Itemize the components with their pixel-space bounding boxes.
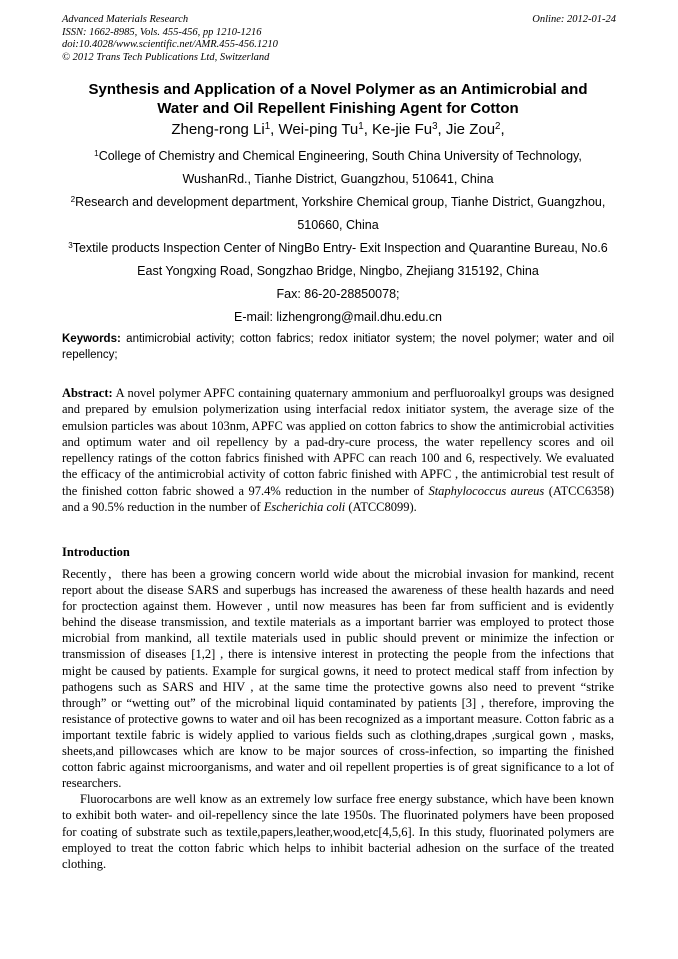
intro-paragraph-1: Recently，there has been a growing concern world wide about the microbial invasion for mankind, recent report about the disease SARS and superbugs has increased the awareness of these health hazards and need for proctection against them. However , until now measures has been far from sufficient and is evidently behind the disease transmission, and textile materials as a important barrier was employed to protect those microbial from mankind, all textile materials used in public should prevent or minimize the infection or transmission of diseases [1,2] , there is intensive interest in protecting the people from the infections that might be caused by patients. Example for surgical gowns, it need to protect medical staff from infection by pathogens such as SARS and HIV , at the same time the protective gowns also need to prevent “strike through” or “wetting out” of the microbinal liquid contaminated by patients [3] , therefore, improving the resistance of protective gowns to water and oil has been recognized as a important measure. Cotton fabric as a important textile fabric is widely applied to various fields such as clothing,drapes ,surgical gown , masks, sheets,and pillowcases which are know to be major sources of cross-infection, so imparting the finished cotton fabric against microorganisms, and water and oil repellent properties is of great significance to a lot of researchers. (62, 567, 614, 791)
author-name: Zheng-rong Li (171, 121, 265, 138)
author-affil-mark: 2 (495, 120, 501, 132)
abstract-text: (ATCC8099). (345, 500, 417, 515)
copyright-line: © 2012 Trans Tech Publications Ltd, Switzerland (62, 51, 270, 63)
keywords-block (62, 331, 614, 363)
paper-title (62, 80, 614, 118)
intro-paragraph-2: Fluorocarbons are well know as an extremely low surface free energy substance, which have been known to exhibit both water- and oil-repellency since the late 1950s. The fluorinated polymers have been proposed for coating of substrate such as textile,papers,leather,wood,etc[4,5,6]. In this study, fluorinated polymers are employed to treat the cotton fabric which helps to inhibit bacterial adhesion on the surface of the treated clothing. (62, 792, 614, 871)
affiliation-1-line-1 (62, 145, 614, 168)
abstract-block (62, 385, 614, 515)
affiliation-mark: 2 (70, 194, 76, 204)
affiliation-3-line-1 (62, 237, 614, 260)
affiliation-text: Textile products Inspection Center of NingBo Entry- Exit Inspection and Quarantine Bureau, No.6 (72, 241, 608, 255)
issn-line: ISSN: 1662-8985, Vols. 455-456, pp 1210-1216 (62, 26, 262, 38)
affiliation-text: College of Chemistry and Chemical Engineering, South China University of Technology, (98, 149, 582, 163)
journal-header (62, 14, 278, 64)
keywords-label: Keywords: (62, 333, 121, 345)
doi-line: doi:10.4028/www.scientific.net/AMR.455-456.1210 (62, 39, 278, 50)
abstract-text: A novel polymer APFC containing quaternary ammonium and perfluoroalkyl groups was designed and prepared by emulsion polymerization using interfacial redox initiator system, the average size of the emulsion particles was about 103nm, APFC was applied on cotton fabrics to show the antimicrobial activities and optimum water and oil repellency by a pad-dry-cure process, the water repellency scores and oil repellency ratings of the cotton fabrics finished with APFC can reach 100 and 6, respectively. We evaluated the efficacy of the antimicrobial activity of cotton fabric finished with APFC , the antimicrobial test result of the finished cotton fabric showed a 97.4% reduction in the number of (62, 386, 614, 498)
keywords-text: antimicrobial activity; cotton fabrics; redox initiator system; the novel polymer; water and oil repellency; (62, 333, 614, 361)
author-list-end: , (500, 121, 505, 138)
abstract-text: (ATCC6358) and a 90.5% reduction in the number of (62, 483, 614, 515)
author-list (62, 121, 614, 139)
affiliation-text: Research and development department, Yorkshire Chemical group, Tianhe District, Guangzhou, (75, 195, 606, 209)
abstract-label: Abstract: (62, 386, 113, 400)
author-affil-mark: 1 (358, 120, 364, 132)
affiliation-3-line-2: East Yongxing Road, Songzhao Bridge, Ningbo, Zhejiang 315192, China (137, 264, 539, 278)
introduction-body (62, 566, 614, 872)
section-heading-introduction: Introduction (62, 545, 130, 559)
title-line-2: Water and Oil Repellent Finishing Agent for Cotton (157, 100, 519, 117)
fax-line: Fax: 86-20-28850078; (276, 287, 400, 301)
email-line: E-mail: lizhengrong@mail.dhu.edu.cn (234, 310, 442, 324)
author-affil-mark: 1 (264, 120, 271, 132)
affiliation-mark: 3 (68, 240, 73, 250)
affiliation-2-line-2: 510660, China (297, 218, 379, 232)
author-name: , Jie Zou (437, 121, 496, 138)
author-affil-mark: 3 (432, 120, 438, 132)
online-date: Online: 2012-01-24 (532, 14, 616, 25)
species-name: Escherichia coli (263, 500, 346, 515)
author-name: , Ke-jie Fu (363, 121, 433, 138)
affiliations (62, 145, 614, 329)
species-name: Staphylococcus aureus (428, 483, 545, 498)
affiliation-1-line-2: WushanRd., Tianhe District, Guangzhou, 510641, China (182, 172, 494, 186)
affiliation-2-line-1 (62, 191, 614, 214)
title-line-1: Synthesis and Application of a Novel Polymer as an Antimicrobial and (88, 81, 588, 98)
author-name: , Wei-ping Tu (270, 121, 359, 138)
affiliation-mark: 1 (94, 148, 99, 158)
journal-name: Advanced Materials Research (62, 14, 189, 25)
